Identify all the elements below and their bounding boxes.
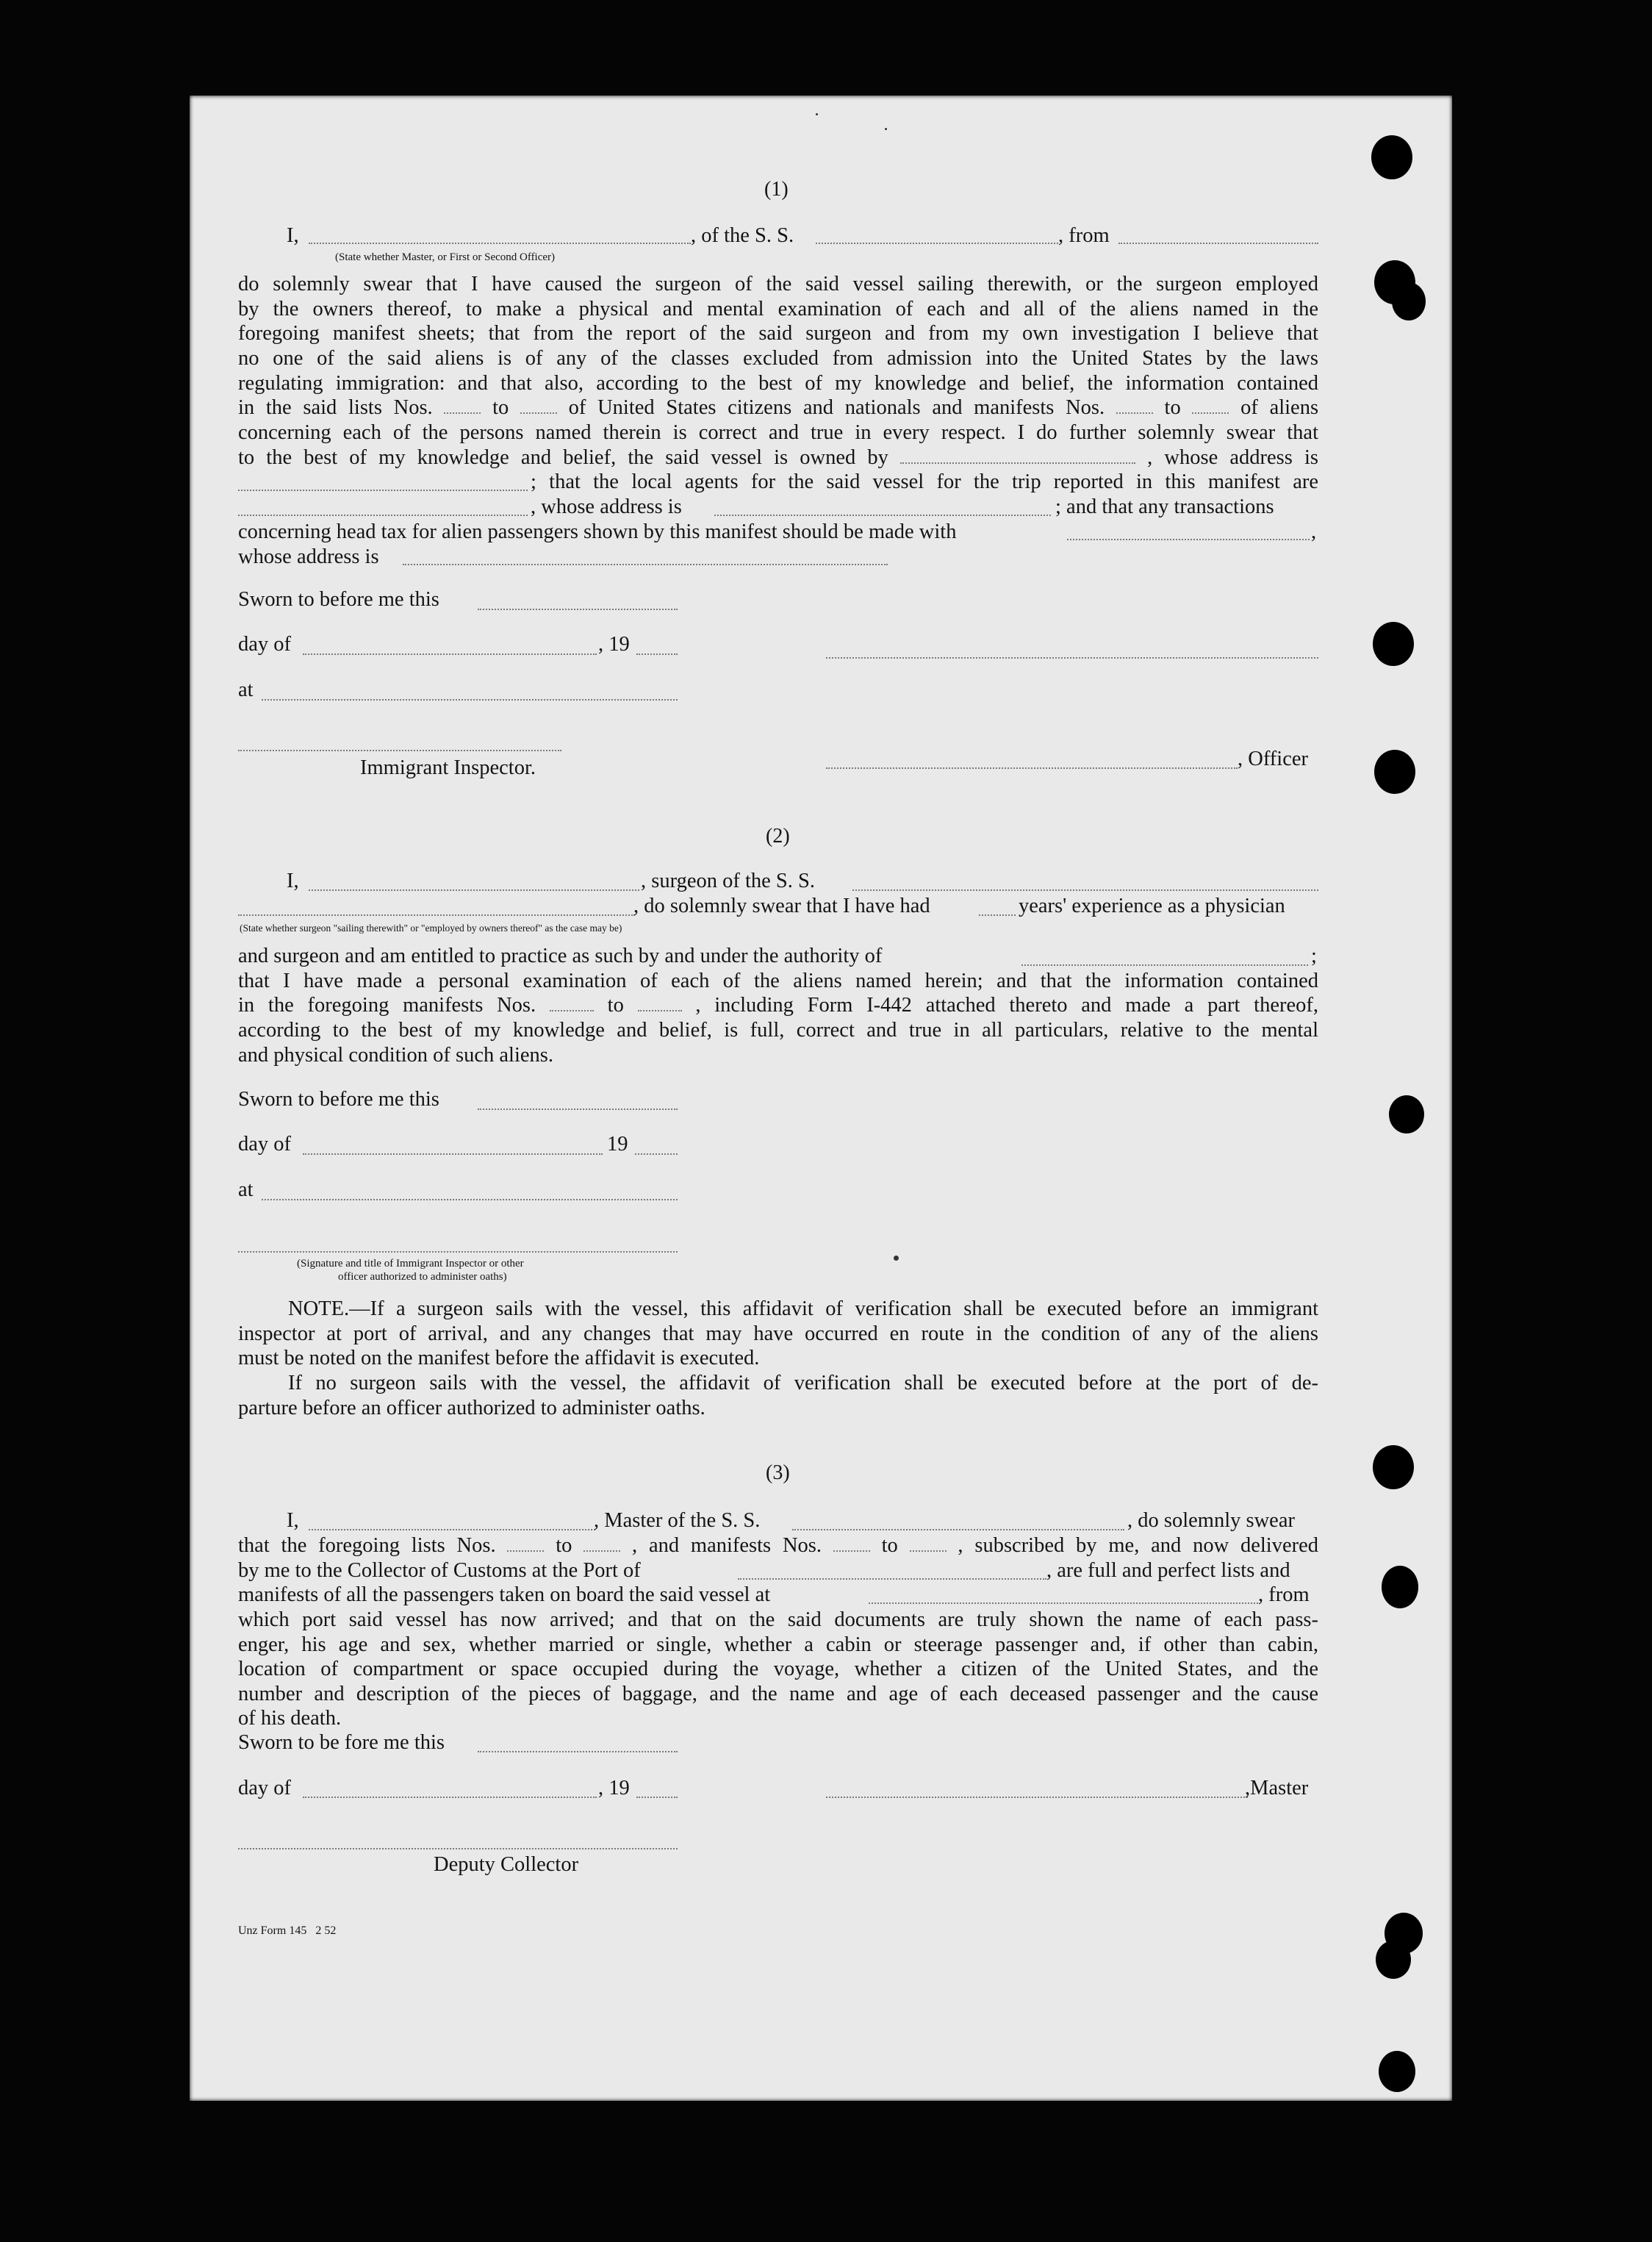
s3-master-of-ss: , Master of the S. S.	[594, 1509, 761, 1532]
s3-i: I,	[287, 1509, 299, 1532]
s1-agents-field[interactable]	[238, 515, 528, 516]
s3-body-line: enger, his age and sex, whether married or single, whether a cabin or steerage passenger and, if other than cabin,	[238, 1633, 1318, 1656]
s1-headtax-comma: ,	[1311, 520, 1317, 543]
s2-note-text: If no surgeon sails with the vessel, the affidavit of verification shall be executed before at the port of de-	[288, 1372, 1318, 1394]
s2-at: at	[238, 1178, 254, 1201]
s1-officer-line[interactable]	[826, 767, 1238, 769]
s1-body-line: no one of the said aliens is of any of the classes excluded from admission into the United States by the laws	[238, 347, 1318, 370]
s1-body-line: regulating immigration: and that also, according to the best of my knowledge and belief, the information contained	[238, 372, 1318, 395]
s3-lists-to-field[interactable]	[583, 1534, 620, 1552]
s2-caption: (State whether surgeon "sailing therewith" or "employed by owners thereof" as the case may be)	[240, 923, 622, 934]
s2-year: 19	[607, 1133, 628, 1156]
s1-manifests-label: of United States citizens and nationals and manifests Nos.	[568, 396, 1105, 419]
s3-board-field[interactable]	[869, 1602, 1258, 1604]
s1-address-label: , whose address is	[1147, 446, 1319, 469]
s2-sworn-field[interactable]	[478, 1109, 678, 1110]
punch-hole	[1389, 1095, 1424, 1133]
speck	[816, 113, 818, 115]
s2-note-text: NOTE.—If a surgeon sails with the vessel, this affidavit of verification shall be executed before an immigrant	[288, 1297, 1318, 1320]
s2-vessel-field[interactable]	[852, 889, 1318, 891]
s1-headtax-field[interactable]	[1067, 539, 1310, 540]
s3-year: , 19	[598, 1777, 630, 1799]
s2-body-line: that I have made a personal examination of each of the aliens named herein; and that the information contained	[238, 970, 1318, 992]
section-3-heading: (3)	[766, 1461, 790, 1484]
s3-board-label: manifests of all the passengers taken on board the said vessel at	[238, 1583, 771, 1606]
s1-year: , 19	[598, 633, 630, 656]
s1-vessel-field[interactable]	[816, 243, 1058, 244]
punch-hole	[1392, 282, 1426, 320]
s2-note-line	[288, 1297, 1318, 1322]
s2-years-field[interactable]	[979, 914, 1016, 916]
s1-officer-label: , Officer	[1238, 748, 1309, 770]
s1-of-ss: , of the S. S.	[691, 224, 794, 247]
s2-body-line: and physical condition of such aliens.	[238, 1044, 553, 1067]
s1-agent-address-label: , whose address is	[531, 495, 682, 518]
s1-transactions-label: ; and that any transactions	[1055, 495, 1274, 518]
s1-lists-from-field[interactable]	[444, 396, 481, 414]
s2-surgeon-type-field[interactable]	[238, 914, 635, 916]
s2-authority-label: and surgeon and am entitled to practice as such by and under the authority of	[238, 945, 883, 967]
s1-body-line: foregoing manifest sheets; that from the report of the said surgeon and from my own investigation I believe that	[238, 322, 1318, 345]
s1-headtax-address-field[interactable]	[403, 564, 888, 565]
s3-master-name-field[interactable]	[309, 1529, 595, 1530]
s2-sig-caption: officer authorized to administer oaths)	[338, 1271, 507, 1283]
s2-at-field[interactable]	[262, 1199, 678, 1200]
s2-note-line	[288, 1371, 1318, 1396]
s1-owned-line	[238, 445, 1318, 470]
punch-hole	[1382, 1566, 1418, 1608]
s3-port-field[interactable]	[738, 1578, 1046, 1580]
s2-form-label: , including Form I-442 attached thereto and made a part thereof,	[695, 994, 1318, 1017]
s2-authority-semicolon: ;	[1311, 945, 1317, 967]
s1-aliens-label: of aliens	[1240, 396, 1319, 419]
s3-body-line: which port said vessel has now arrived; and that on the said documents are truly shown the name of each pass-	[238, 1608, 1318, 1631]
s3-body-line: of his death.	[238, 1707, 342, 1730]
s2-manifests-from-field[interactable]	[550, 994, 594, 1011]
s1-headtax-label: concerning head tax for alien passengers shown by this manifest should be made with	[238, 520, 957, 543]
speck	[894, 1256, 899, 1261]
s3-perfect-label: , are full and perfect lists and	[1046, 1559, 1290, 1582]
s3-to-label: to	[556, 1534, 572, 1557]
punch-hole	[1371, 135, 1412, 179]
punch-hole	[1379, 2051, 1415, 2092]
s3-lists-label: that the foregoing lists Nos.	[238, 1534, 496, 1557]
s3-master-signature-line[interactable]	[826, 1797, 1248, 1798]
form-number: Unz Form 145 2 52	[238, 1924, 337, 1937]
s2-signature-line[interactable]	[238, 1251, 678, 1253]
s3-swear-label: , do solemnly swear	[1127, 1509, 1295, 1532]
punch-hole	[1373, 1445, 1414, 1489]
s1-inspector-label: Immigrant Inspector.	[360, 756, 536, 779]
s1-at: at	[238, 678, 254, 701]
section-2-heading: (2)	[766, 825, 790, 848]
s2-year-field[interactable]	[635, 1153, 678, 1155]
section-1-heading: (1)	[764, 178, 789, 201]
s1-owned-label: to the best of my knowledge and belief, the said vessel is owned by	[238, 446, 888, 469]
s1-agent-address-field[interactable]	[714, 515, 1051, 516]
s1-inspector-signature-line[interactable]	[238, 750, 561, 751]
s3-year-field[interactable]	[636, 1797, 678, 1798]
s1-manifests-to-field[interactable]	[1192, 396, 1229, 414]
s1-from: , from	[1058, 224, 1110, 247]
speck	[885, 128, 887, 130]
s1-body-line: by the owners thereof, to make a physical and mental examination of each and all of the aliens named in the	[238, 298, 1318, 320]
s2-swear-label: , do solemnly swear that I have had	[633, 895, 930, 917]
s2-body-line: according to the best of my knowledge and belief, is full, correct and true in all particulars, relative to the mental	[238, 1019, 1318, 1042]
s3-day-field[interactable]	[303, 1797, 597, 1798]
s1-owner-address-field[interactable]	[238, 490, 528, 491]
s2-authority-field[interactable]	[1021, 964, 1308, 966]
s1-officer-field[interactable]	[309, 243, 691, 244]
s1-lists-to-field[interactable]	[520, 396, 557, 414]
s2-day-of: day of	[238, 1133, 292, 1156]
s3-sworn: Sworn to be fore me this	[238, 1731, 445, 1754]
s1-i: I,	[287, 224, 299, 247]
s3-body-line: number and description of the pieces of baggage, and the name and age of each deceased passenger and the cause	[238, 1683, 1318, 1705]
s3-master-label: ,Master	[1245, 1777, 1309, 1799]
s2-manifests-to-field[interactable]	[638, 994, 682, 1011]
s1-owner-field[interactable]	[900, 446, 1135, 464]
s3-sworn-field[interactable]	[478, 1751, 678, 1752]
s2-surgeon-of-ss: , surgeon of the S. S.	[641, 870, 815, 892]
s3-from-label: , from	[1258, 1583, 1310, 1606]
s1-body-line: do solemnly swear that I have caused the surgeon of the said vessel sailing therewith, or the surgeon employed	[238, 273, 1318, 296]
s3-to2-label: to	[881, 1534, 898, 1557]
s3-deputy-signature-line[interactable]	[238, 1848, 678, 1849]
s3-subscribed-label: , subscribed by me, and now delivered	[958, 1534, 1319, 1557]
s1-at-field[interactable]	[262, 699, 678, 701]
s1-officer-signature-line[interactable]	[826, 657, 1318, 659]
s3-manifests-to-field[interactable]	[910, 1534, 947, 1552]
s1-to-label: to	[492, 396, 509, 419]
s2-day-field[interactable]	[303, 1153, 603, 1155]
s1-sworn: Sworn to before me this	[238, 588, 439, 611]
s1-day-field[interactable]	[303, 653, 597, 655]
s1-lists-line	[238, 395, 1318, 420]
s3-body-line: location of compartment or space occupied during the voyage, whether a citizen of the United States, and the	[238, 1658, 1318, 1680]
s1-manifests-from-field[interactable]	[1116, 396, 1153, 414]
s2-years-label: years' experience as a physician	[1019, 895, 1285, 917]
s2-note-line: parture before an officer authorized to administer oaths.	[238, 1397, 705, 1419]
s1-agents-line: ; that the local agents for the said vessel for the trip reported in this manifest are	[531, 470, 1318, 493]
s2-manifests-line	[238, 993, 1318, 1018]
s1-lists-label: in the said lists Nos.	[238, 396, 433, 419]
s1-whose-address: whose address is	[238, 545, 379, 568]
s2-sworn: Sworn to before me this	[238, 1088, 439, 1111]
s1-sworn-field[interactable]	[478, 609, 678, 610]
s2-manifests-label: in the foregoing manifests Nos.	[238, 994, 536, 1017]
s3-day-of: day of	[238, 1777, 292, 1799]
s2-surgeon-name-field[interactable]	[309, 889, 639, 891]
s2-note-line: must be noted on the manifest before the affidavit is executed.	[238, 1347, 760, 1369]
s3-deputy-label: Deputy Collector	[434, 1853, 579, 1876]
s3-lists-line	[238, 1533, 1318, 1558]
s3-manifests-from-field[interactable]	[833, 1534, 870, 1552]
s3-lists-from-field[interactable]	[507, 1534, 544, 1552]
s1-body-line: concerning each of the persons named therein is correct and true in every respect. I do further solemnly swear that	[238, 421, 1318, 444]
s2-note-line: inspector at port of arrival, and any changes that may have occurred en route in the condition of any of the aliens	[238, 1322, 1318, 1345]
punch-hole	[1373, 622, 1414, 666]
s1-to2-label: to	[1164, 396, 1181, 419]
s2-i: I,	[287, 870, 299, 892]
punch-hole	[1376, 1941, 1411, 1979]
s2-sig-caption: (Signature and title of Immigrant Inspector or other	[297, 1258, 524, 1269]
s2-to-label: to	[607, 994, 624, 1017]
s3-port-label: by me to the Collector of Customs at the Port of	[238, 1559, 641, 1582]
s1-year-field[interactable]	[636, 653, 678, 655]
punch-hole	[1374, 750, 1415, 794]
s1-day-of: day of	[238, 633, 292, 656]
s3-manifests-label: , and manifests Nos.	[632, 1534, 822, 1557]
s3-vessel-field[interactable]	[792, 1529, 1124, 1530]
s1-from-field[interactable]	[1118, 243, 1318, 244]
s1-caption: (State whether Master, or First or Second Officer)	[335, 251, 556, 263]
